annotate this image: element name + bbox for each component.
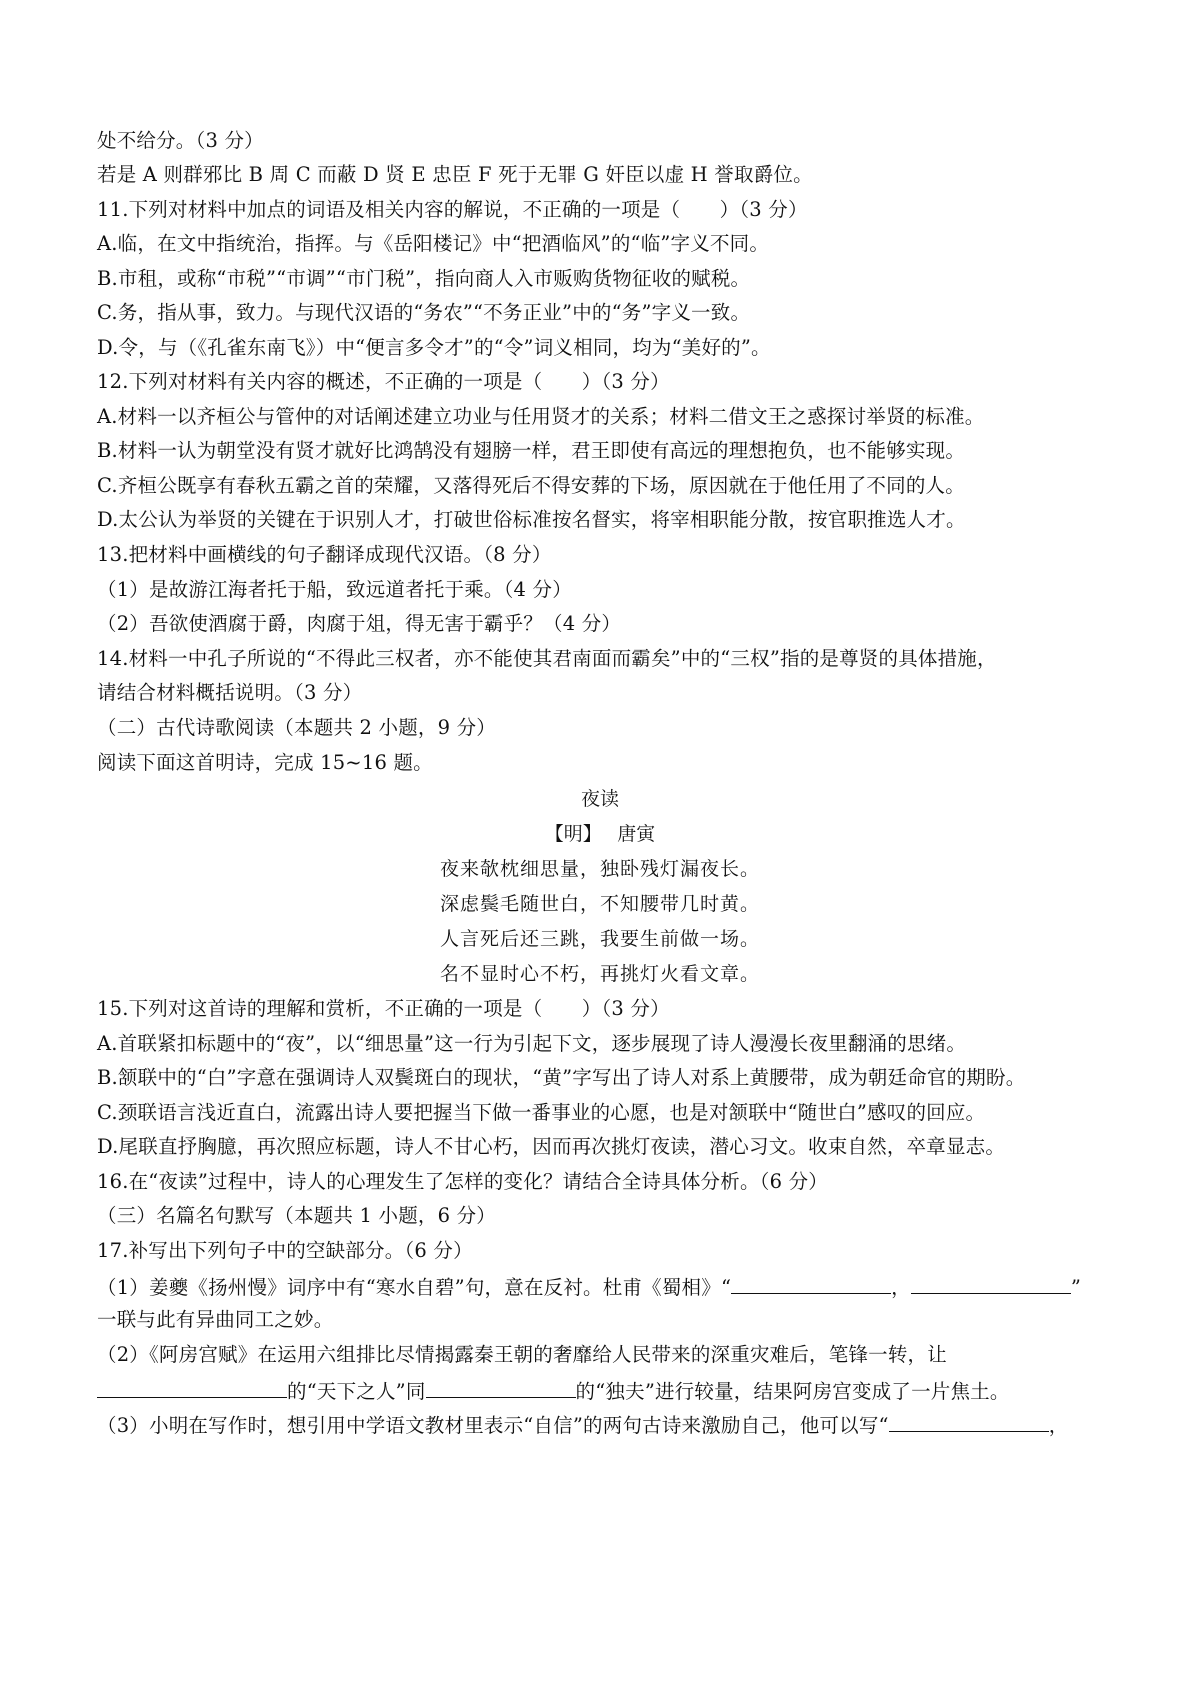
question-16: 16.在“夜读”过程中，诗人的心理发生了怎样的变化？请结合全诗具体分析。（6 分） — [97, 1170, 829, 1193]
option-12d: D.太公认为举贤的关键在于识别人才，打破世俗标准按名督实，将宰相职能分散，按官职推选人才。 — [97, 508, 966, 531]
option-12c: C.齐桓公既享有春秋五霸之首的荣耀，又落得死后不得安葬的下场，原因就在于他任用了不同的人。 — [97, 474, 965, 497]
q17-1-text: （1）姜夔《扬州慢》词序中有“寒水自碧”句，意在反衬。杜甫《蜀相》“ — [97, 1276, 732, 1299]
answer-blank[interactable] — [911, 1273, 1071, 1294]
question-14-cont: 请结合材料概括说明。（3 分） — [97, 681, 363, 704]
option-15c: C.颈联语言浅近直白，流露出诗人要把握当下做一番事业的心愿，也是对颔联中“随世白”感叹的回应。 — [97, 1101, 986, 1124]
question-17-1 — [97, 1273, 1081, 1301]
question-17-3 — [97, 1411, 1068, 1439]
option-15a: A.首联紧扣标题中的“夜”，以“细思量”这一行为引起下文，逐步展现了诗人漫漫长夜里翻涌的思绪。 — [97, 1032, 967, 1055]
option-11a: A.临，在文中指统治，指挥。与《岳阳楼记》中“把酒临风”的“临”字义不同。 — [97, 232, 770, 255]
section-heading: （二）古代诗歌阅读（本题共 2 小题，9 分） — [97, 716, 497, 739]
question-17: 17.补写出下列句子中的空缺部分。（6 分） — [97, 1239, 473, 1262]
question-12: 12.下列对材料有关内容的概述，不正确的一项是（ ）（3 分） — [97, 370, 670, 393]
instruction: 阅读下面这首明诗，完成 15~16 题。 — [97, 751, 433, 774]
poem-author: 【明】 唐寅 — [544, 823, 656, 845]
poem-line: 夜来欹枕细思量，独卧残灯漏夜长。 — [439, 858, 760, 880]
text-line: 处不给分。（3 分） — [97, 129, 264, 152]
q17-2-text-a: 的“天下之人”同 — [287, 1380, 426, 1403]
answer-blank[interactable] — [889, 1411, 1049, 1432]
poem-line: 人言死后还三跳，我要生前做一场。 — [439, 928, 760, 950]
poem-line: 名不显时心不朽，再挑灯火看文章。 — [439, 963, 760, 985]
option-12b: B.材料一认为朝堂没有贤才就好比鸿鹄没有翅膀一样，君王即使有高远的理想抱负，也不能够实现。 — [97, 439, 966, 462]
question-13-2: （2）吾欲使酒腐于爵，肉腐于俎，得无害于霸乎？（4 分） — [97, 612, 622, 635]
question-13: 13.把材料中画横线的句子翻译成现代汉语。（8 分） — [97, 543, 552, 566]
option-12a: A.材料一以齐桓公与管仲的对话阐述建立功业与任用贤才的关系；材料二借文王之惑探讨举贤的标准。 — [97, 405, 985, 428]
section-heading: （三）名篇名句默写（本题共 1 小题，6 分） — [97, 1204, 497, 1227]
question-17-2: （2）《阿房宫赋》在运用六组排比尽情揭露秦王朝的奢靡给人民带来的深重灾难后，笔锋一转，让 — [97, 1343, 947, 1366]
q17-3-comma: ， — [1048, 1414, 1069, 1437]
question-14: 14.材料一中孔子所说的“不得此三权者，亦不能使其君南面而霸矣”中的“三权”指的是尊贤的具体措施， — [97, 647, 997, 670]
question-17-1-cont: 一联与此有异曲同工之妙。 — [97, 1308, 334, 1331]
q17-2-text-b: 的“独夫”进行较量，结果阿房宫变成了一片焦土。 — [575, 1380, 1010, 1403]
question-15: 15.下列对这首诗的理解和赏析，不正确的一项是（ ）（3 分） — [97, 997, 670, 1020]
q17-1-comma: ， — [891, 1276, 911, 1299]
question-13-1: （1）是故游江海者托于船，致远道者托于乘。（4 分） — [97, 578, 572, 601]
option-11b: B.市租，或称“市税”“市调”“市门税”，指向商人入市贩购货物征收的赋税。 — [97, 267, 751, 290]
question-17-2-cont — [97, 1377, 1010, 1405]
answer-blank[interactable] — [97, 1377, 287, 1398]
answer-blank[interactable] — [731, 1273, 891, 1294]
poem-title: 夜读 — [580, 788, 619, 810]
option-11c: C.务，指从事，致力。与现代汉语的“务农”“不务正业”中的“务”字义一致。 — [97, 301, 751, 324]
option-15d: D.尾联直抒胸臆，再次照应标题，诗人不甘心朽，因而再次挑灯夜读，潜心习文。收束自然，卒章显志。 — [97, 1135, 1006, 1158]
option-11d: D.令，与（《孔雀东南飞》）中“便言多令才”的“令”词义相同，均为“美好的”。 — [97, 336, 771, 359]
option-15b: B.颔联中的“白”字意在强调诗人双鬓斑白的现状，“黄”字写出了诗人对系上黄腰带，成为朝廷命官的期盼。 — [97, 1066, 1026, 1089]
question-11: 11.下列对材料中加点的词语及相关内容的解说，不正确的一项是（ ）（3 分） — [97, 198, 808, 221]
poem-line: 深虑鬓毛随世白，不知腰带几时黄。 — [439, 893, 760, 915]
q17-1-quote: ” — [1070, 1276, 1081, 1299]
answer-blank[interactable] — [426, 1377, 576, 1398]
text-line: 若是 A 则群邪比 B 周 C 而蔽 D 贤 E 忠臣 F 死于无罪 G 奸臣以虚 H 誉取爵位。 — [97, 163, 813, 186]
q17-3-text: （3）小明在写作时，想引用中学语文教材里表示“自信”的两句古诗来激励自己，他可以写“ — [97, 1414, 889, 1437]
